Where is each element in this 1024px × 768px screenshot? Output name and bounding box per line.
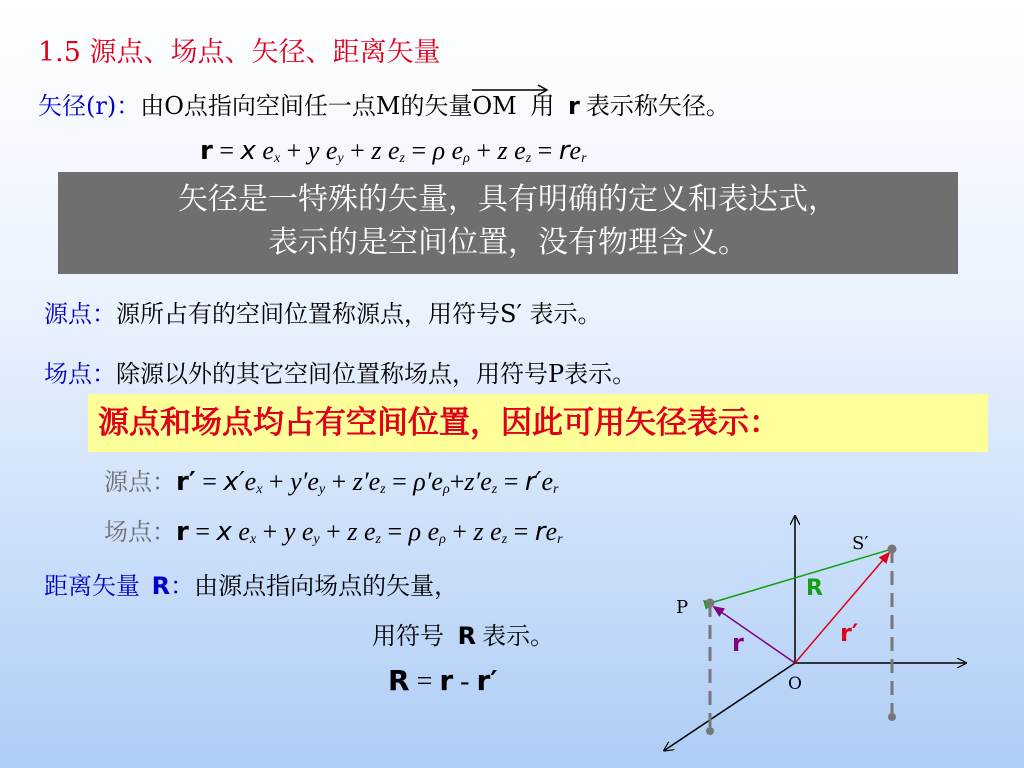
formula-op: =	[385, 467, 414, 496]
formula-unit: e	[387, 136, 400, 165]
formula-var: x′	[223, 467, 245, 497]
formula-unit: e	[301, 517, 314, 546]
label-r: r	[732, 629, 744, 657]
formula-sub: y	[318, 482, 326, 497]
formula-sub: r	[581, 151, 587, 166]
formula-op: -	[453, 666, 477, 697]
formula-unit: e	[569, 136, 582, 165]
formula-unit: e	[514, 136, 526, 165]
formula-unit: e	[490, 517, 502, 546]
formula-sub: x	[249, 532, 257, 547]
formula-sub: r	[557, 532, 563, 547]
label-o: O	[788, 674, 802, 694]
formula-symbol: r′	[176, 467, 196, 497]
formula-var: y	[283, 517, 296, 546]
formula-op: =	[409, 666, 440, 697]
label-p: P	[676, 597, 689, 618]
formula-symbol: R	[388, 664, 410, 697]
formula-unit: e	[541, 467, 553, 496]
formula-op: =	[195, 467, 224, 496]
formula-op: =	[188, 517, 217, 546]
field-point-line	[44, 354, 636, 389]
label-r-prime: r′	[840, 619, 859, 647]
formula-op: +	[343, 136, 372, 165]
formula-op: +	[319, 517, 348, 546]
formula-op: +	[262, 467, 291, 496]
formula-var: ρ′	[413, 467, 432, 496]
formula-sub: ρ	[439, 532, 446, 547]
vector-radius-desc2: 用	[530, 92, 555, 120]
position-vector-highlight: 源点和场点均占有空间位置，因此可用矢径表示：	[88, 394, 988, 452]
formula-sub: ρ	[442, 482, 450, 497]
om-arrow-icon	[472, 84, 552, 96]
field-point-dot	[706, 599, 715, 608]
distance-vector-text2a: 用符号	[372, 622, 444, 650]
formula-var: x	[240, 136, 256, 166]
distance-vector-colon: ：	[170, 572, 195, 600]
x-axis	[665, 663, 795, 750]
formula-op: =	[531, 136, 559, 165]
formula-var: y	[307, 136, 320, 165]
formula-unit: e	[451, 136, 464, 165]
distance-vector-label: 距离矢量	[44, 572, 140, 600]
formula-op: =	[507, 517, 535, 546]
formula-unit: e	[238, 517, 250, 546]
distance-vector-symbol: R	[151, 572, 171, 600]
field-point-text: 除源以外的其它空间位置称场点，用符号P表示。	[116, 360, 637, 388]
formula-unit: e	[368, 467, 381, 496]
formula-op: +	[449, 467, 465, 496]
vector-radius-desc3: 表示称矢径。	[585, 92, 730, 120]
formula-sub: z	[525, 151, 532, 166]
label-s-prime: S′	[852, 533, 869, 554]
vector-radius-symbol: r	[567, 92, 580, 120]
note-line-2: 表示的是空间位置，没有物理含义。	[268, 225, 748, 260]
field-projection-dot	[706, 727, 714, 735]
vector-radius-desc1: 由O点指向空间任一点M的矢量	[140, 92, 473, 120]
formula-var: ρ	[408, 517, 422, 546]
source-formula	[104, 462, 558, 498]
distance-vector-line2	[372, 616, 554, 651]
source-point-line	[44, 294, 602, 329]
distance-vector-text2sym: R	[457, 622, 477, 650]
formula-op: +	[445, 517, 474, 546]
formula-unit: e	[480, 467, 492, 496]
formula-symbol: r	[200, 136, 213, 166]
vector-radius-note-box	[58, 172, 958, 274]
formula-op: +	[325, 467, 353, 496]
distance-formula	[388, 664, 498, 698]
formula-unit: e	[431, 467, 443, 496]
source-formula-label: 源点：	[104, 468, 176, 496]
formula-sub: x	[273, 151, 281, 166]
formula-sub: z	[380, 482, 386, 497]
distance-vector-text1: 由源点指向场点的矢量，	[194, 572, 459, 600]
field-formula-label: 场点：	[104, 518, 176, 546]
formula-sub: ρ	[463, 151, 470, 166]
r-vector	[714, 607, 795, 663]
formula-var: r′	[524, 467, 542, 497]
formula-r	[200, 136, 587, 167]
formula-symbol: r	[439, 664, 454, 697]
formula-sub: y	[337, 151, 344, 166]
formula-op: =	[497, 467, 525, 496]
formula-sub: z	[501, 532, 508, 547]
note-line-1: 矢径是一特殊的矢量，具有明确的定义和表达式，	[178, 182, 838, 217]
source-point-text: 源所占有的空间位置称源点，用符号S′ 表示。	[116, 300, 602, 328]
label-R: R	[806, 576, 823, 601]
formula-op: =	[380, 517, 409, 546]
formula-unit: e	[325, 136, 338, 165]
formula-var: x	[216, 517, 232, 547]
page-title: 1.5 源点、场点、矢径、距离矢量	[38, 37, 441, 68]
formula-var: y′	[290, 467, 308, 496]
formula-symbol: r′	[476, 664, 498, 697]
field-point-label: 场点：	[44, 360, 116, 388]
formula-sub: z	[399, 151, 405, 166]
vector-radius-line	[38, 86, 730, 121]
formula-var: r	[558, 136, 570, 166]
formula-var: ρ	[432, 136, 446, 165]
formula-sub: r	[553, 482, 559, 497]
formula-var: z	[497, 136, 508, 165]
formula-symbol: r	[176, 517, 189, 547]
formula-op: +	[469, 136, 498, 165]
source-point-dot	[888, 545, 897, 554]
source-point-label: 源点：	[44, 300, 116, 328]
formula-unit: e	[307, 467, 319, 496]
formula-var: z	[371, 136, 382, 165]
source-projection-dot	[888, 713, 896, 721]
formula-op: +	[280, 136, 308, 165]
formula-op: +	[256, 517, 284, 546]
formula-var: z	[473, 517, 484, 546]
formula-sub: x	[256, 482, 263, 497]
formula-unit: e	[244, 467, 257, 496]
formula-unit: e	[262, 136, 274, 165]
formula-var: z	[347, 517, 358, 546]
vector-radius-label: 矢径(r)：	[38, 92, 141, 120]
formula-op: =	[404, 136, 433, 165]
formula-unit: e	[363, 517, 376, 546]
formula-var: z′	[464, 467, 481, 496]
field-formula	[104, 512, 563, 548]
distance-vector-line	[44, 566, 458, 601]
formula-op: =	[212, 136, 241, 165]
distance-vector-text2b: 表示。	[482, 622, 555, 650]
formula-var: z′	[352, 467, 369, 496]
coordinate-diagram	[640, 505, 980, 765]
om-vector: OM	[472, 92, 516, 120]
formula-unit: e	[545, 517, 558, 546]
formula-var: r	[534, 517, 546, 547]
formula-sub: z	[491, 482, 498, 497]
formula-sub: y	[313, 532, 320, 547]
formula-unit: e	[427, 517, 440, 546]
R-vector	[714, 549, 892, 602]
formula-sub: z	[375, 532, 381, 547]
